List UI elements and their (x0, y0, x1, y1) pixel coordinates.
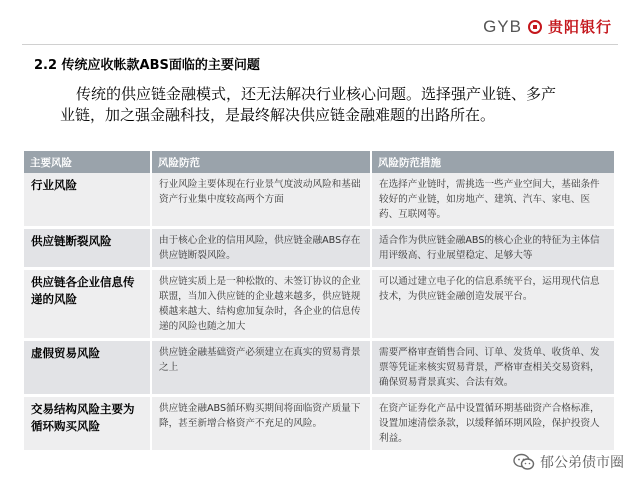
watermark-text: 郁公弟债市圈 (540, 455, 624, 471)
risk-name: 虚假贸易风险 (24, 340, 151, 396)
risk-measures: 适合作为供应链金融ABS的核心企业的特征为主体信用评级高、行业展望稳定、足够大等 (371, 228, 614, 269)
logo-chinese-name: 贵阳银行 (547, 18, 612, 36)
table-row (24, 340, 614, 396)
header-main-risk: 主要风险 (24, 151, 151, 173)
header-prevention-measures: 风险防范措施 (371, 151, 614, 173)
table-header-row (24, 151, 614, 173)
risk-name: 交易结构风险主要为循环购买风险 (24, 396, 151, 452)
intro-paragraph (60, 84, 600, 126)
risk-name: 供应链各企业信息传递的风险 (24, 269, 151, 340)
table-row (24, 228, 614, 269)
table-row (24, 269, 614, 340)
intro-line-2: 业链，加之强金融科技，是最终解决供应链金融难题的出路所在。 (60, 106, 496, 124)
risk-measures: 在选择产业链时，需挑选一些产业空间大，基础条件较好的产业链，如房地产、建筑、汽车、家电、医药、互联网等。 (371, 173, 614, 228)
risk-table (24, 151, 614, 453)
watermark (513, 452, 624, 472)
risk-name: 行业风险 (24, 173, 151, 228)
risk-prevention: 供应链实质上是一种松散的、未签订协议的企业联盟，当加入供应链的企业越来越多，供应链规模越来越大、结构愈加复杂时，各企业的信息传递的风险也随之加大 (151, 269, 371, 340)
bank-emblem-icon (528, 20, 542, 34)
risk-measures: 可以通过建立电子化的信息系统平台，运用现代信息技术，为供应链金融创造发展平台。 (371, 269, 614, 340)
header-divider (22, 44, 618, 45)
wechat-icon (513, 453, 535, 471)
risk-name: 供应链断裂风险 (24, 228, 151, 269)
risk-prevention: 供应链金融基础资产必须建立在真实的贸易背景之上 (151, 340, 371, 396)
risk-measures: 需要严格审查销售合同、订单、发货单、收货单、发票等凭证来核实贸易背景，严格审查相关交易资料，确保贸易背景真实、合法有效。 (371, 340, 614, 396)
table-row (24, 396, 614, 452)
risk-measures: 在资产证券化产品中设置循环期基础资产合格标准，设置加速清偿条款，以缓释循环期风险，保护投资人利益。 (371, 396, 614, 452)
risk-prevention: 供应链金融ABS循环购买期间将面临资产质量下降，甚至新增合格资产不充足的风险。 (151, 396, 371, 452)
table-row (24, 173, 614, 228)
intro-line-1: 传统的供应链金融模式，还无法解决行业核心问题。选择强产业链、多产 (76, 85, 557, 103)
bank-logo (483, 16, 612, 37)
logo-latin: GYB (483, 16, 522, 36)
header-risk-prevention: 风险防范 (151, 151, 371, 173)
section-title: 2.2 传统应收帐款ABS面临的主要问题 (34, 58, 260, 73)
risk-prevention: 行业风险主要体现在行业景气度波动风险和基础资产行业集中度较高两个方面 (151, 173, 371, 228)
risk-prevention: 由于核心企业的信用风险，供应链金融ABS存在供应链断裂风险。 (151, 228, 371, 269)
